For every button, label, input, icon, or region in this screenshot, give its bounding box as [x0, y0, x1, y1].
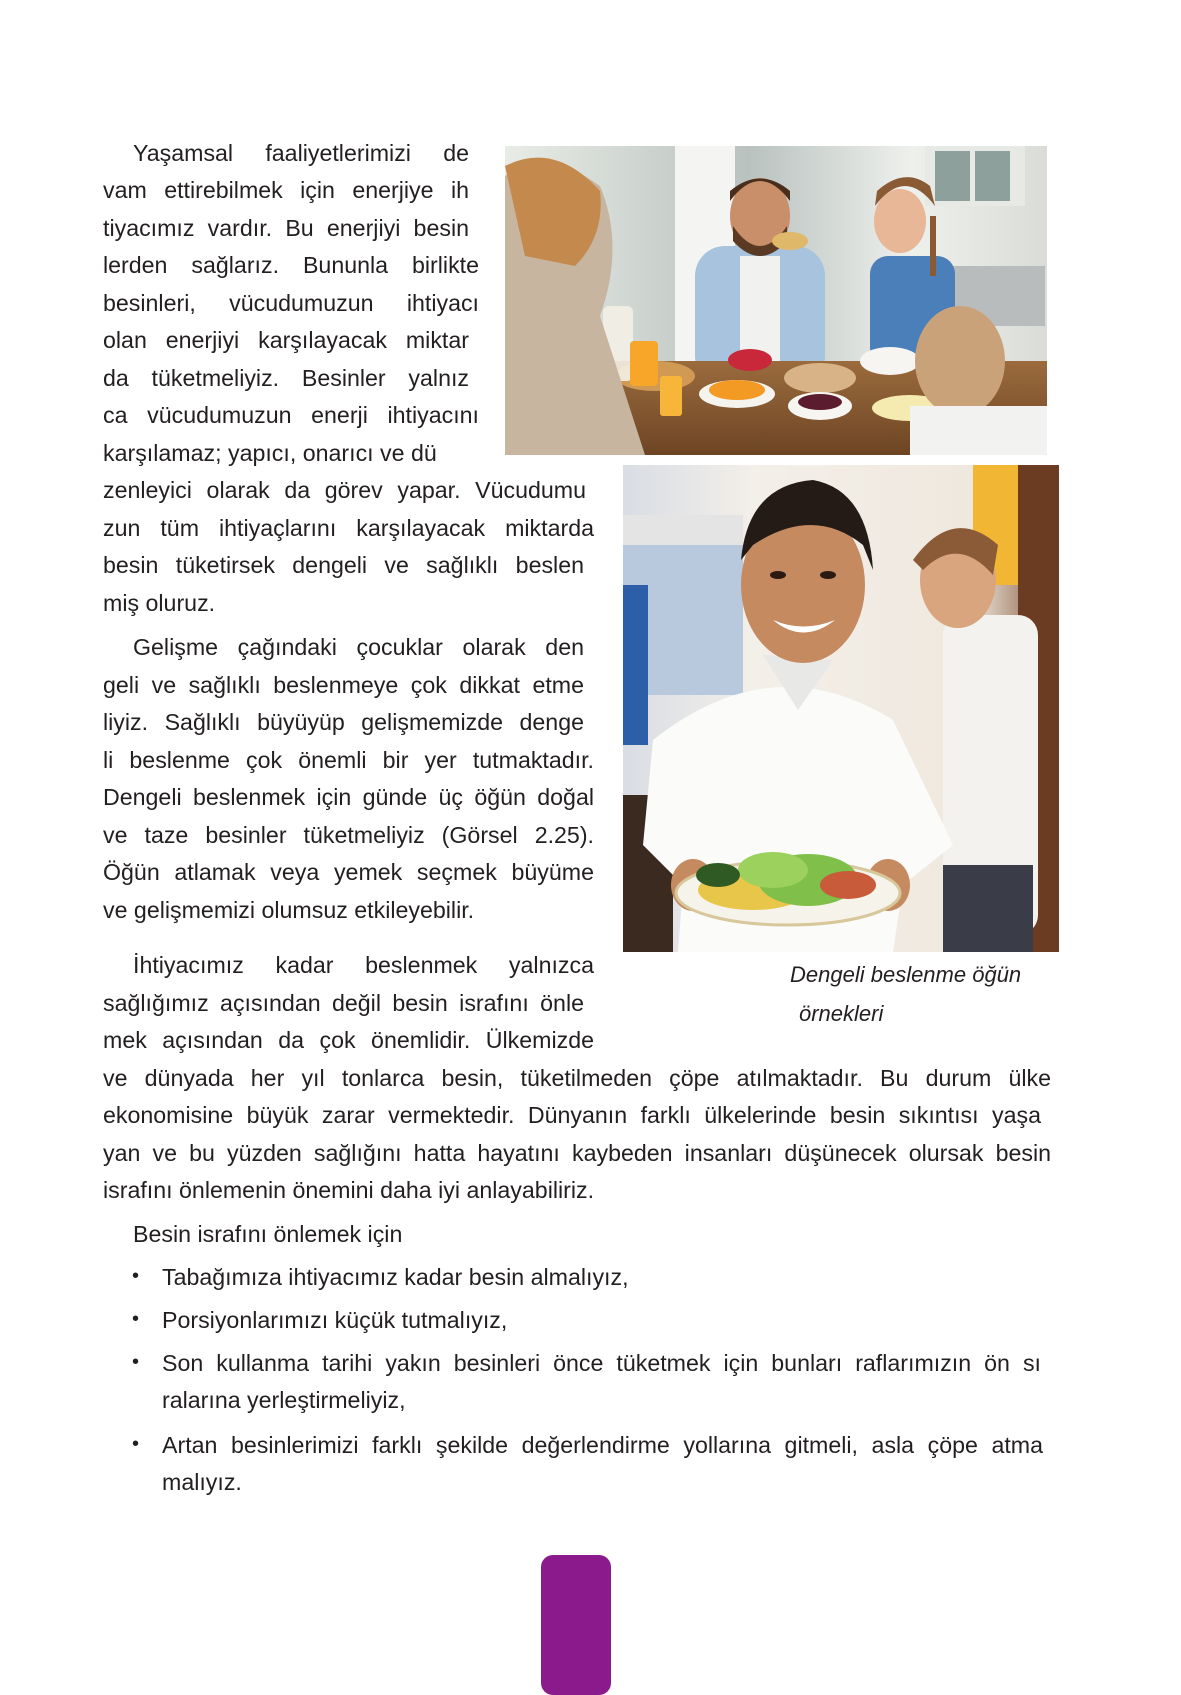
text-line: İhtiyacımız kadar beslenmek yalnızca: [133, 952, 594, 978]
bullet-icon: •: [132, 1433, 140, 1455]
list-intro: Besin israfını önlemek için: [133, 1221, 403, 1247]
text-line: tiyacımız vardır. Bu enerjiyi besin: [103, 215, 469, 241]
list-item-text: Son kullanma tarihi yakın besinleri önce tüketmek için bunları raflarımızın ön sı: [162, 1350, 1041, 1376]
text-line: zun tüm ihtiyaçlarını karşılayacak miktarda: [103, 515, 594, 541]
text-line: mek açısından da çok önemlidir. Ülkemizde: [103, 1027, 594, 1053]
text-line: ca vücudumuzun enerji ihtiyacını: [103, 402, 479, 428]
text-line: zenleyici olarak da görev yapar. Vücudumu: [103, 477, 586, 503]
image-caption: [790, 962, 1021, 988]
family-breakfast-illustration: [505, 146, 1047, 455]
caption-line-1: Dengeli beslenme öğün: [790, 962, 1022, 987]
boy-with-plate-photo: [623, 465, 1059, 952]
text-line: yan ve bu yüzden sağlığını hatta hayatını kaybeden insanları düşünecek olursak besin: [103, 1140, 1051, 1166]
bullet-icon: •: [132, 1351, 140, 1373]
text-line: ve gelişmemizi olumsuz etkileyebilir.: [103, 897, 475, 923]
bullet-icon: •: [132, 1308, 140, 1330]
text-line: da tüketmeliyiz. Besinler yalnız: [103, 365, 469, 391]
list-item-text-cont: ralarına yerleştirmeliyiz,: [162, 1387, 406, 1413]
text-line: Gelişme çağındaki çocuklar olarak den: [133, 634, 584, 660]
family-breakfast-photo: [505, 146, 1047, 455]
boy-with-plate-illustration: [623, 465, 1059, 952]
list-item-text: Porsiyonlarımızı küçük tutmalıyız,: [162, 1307, 508, 1333]
list-item-text-cont: malıyız.: [162, 1469, 242, 1495]
text-line: sağlığımız açısından değil besin israfını önle: [103, 990, 584, 1016]
text-line: geli ve sağlıklı beslenmeye çok dikkat etme: [103, 672, 584, 698]
text-line: li beslenme çok önemli bir yer tutmaktadır.: [103, 747, 594, 773]
text-line: karşılamaz; yapıcı, onarıcı ve dü: [103, 440, 437, 466]
text-line: Öğün atlamak veya yemek seçmek büyüme: [103, 859, 594, 885]
text-line: ve taze besinler tüketmeliyiz (Görsel 2.25).: [103, 822, 594, 848]
text-line: vam ettirebilmek için enerjiye ih: [103, 177, 469, 203]
text-line: besin tüketirsek dengeli ve sağlıklı beslen: [103, 552, 584, 578]
text-line: lerden sağlarız. Bununla birlikte: [103, 252, 479, 278]
text-line: ekonomisine büyük zarar vermektedir. Dünyanın farklı ülkelerinde besin sıkıntısı yaşa: [103, 1102, 1041, 1128]
page-number-tab: [541, 1555, 611, 1695]
bullet-icon: •: [132, 1265, 140, 1287]
image-caption-continued: [799, 1001, 883, 1027]
list-item-text: Tabağımıza ihtiyacımız kadar besin almalıyız,: [162, 1264, 629, 1290]
text-line: miş oluruz.: [103, 590, 216, 616]
text-line: Dengeli beslenmek için günde üç öğün doğal: [103, 784, 594, 810]
text-line: israfını önlemenin önemini daha iyi anlayabiliriz.: [103, 1177, 595, 1203]
text-line: ve dünyada her yıl tonlarca besin, tüketilmeden çöpe atılmaktadır. Bu durum ülke: [103, 1065, 1051, 1091]
text-line: olan enerjiyi karşılayacak miktar: [103, 327, 469, 353]
list-item-text: Artan besinlerimizi farklı şekilde değerlendirme yollarına gitmeli, asla çöpe atma: [162, 1432, 1043, 1458]
text-line: Yaşamsal faaliyetlerimizi de: [133, 140, 469, 166]
caption-line-2: örnekleri: [799, 1001, 884, 1026]
text-line: besinleri, vücudumuzun ihtiyacı: [103, 290, 479, 316]
text-line: liyiz. Sağlıklı büyüyüp gelişmemizde denge: [103, 709, 584, 735]
